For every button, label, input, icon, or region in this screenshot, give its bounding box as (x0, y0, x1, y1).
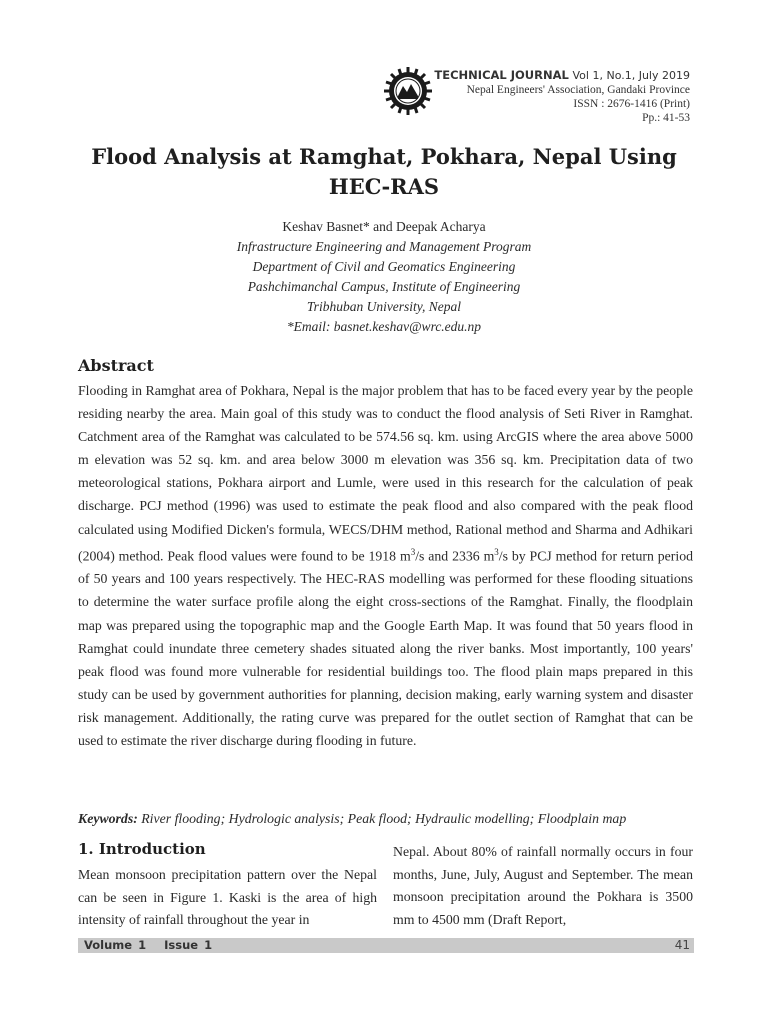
page-range: Pp.: 41-53 (642, 112, 690, 124)
abstract-body (78, 379, 693, 752)
keywords-label: Keywords: (78, 811, 138, 826)
keywords-line (78, 811, 693, 827)
unit-exponent: 3 (494, 546, 499, 557)
paper-title: Flood Analysis at Ramghat, Pokhara, Nepal Using HEC-RAS (91, 144, 677, 199)
keywords-text: River flooding; Hydrologic analysis; Peak flood; Hydraulic modelling; Floodplain map (141, 811, 627, 826)
footer-issue: Issue 1 (164, 938, 213, 952)
abstract-heading: Abstract (78, 356, 154, 375)
unit-exponent: 3 (410, 546, 416, 557)
journal-title-line (434, 68, 690, 83)
author-email: *Email: basnet.keshav@wrc.edu.np (286, 319, 482, 334)
journal-header (434, 68, 690, 125)
introduction-heading: 1. Introduction (78, 840, 206, 858)
introduction-left-column: Mean monsoon precipitation pattern over the Nepal can be seen in Figure 1. Kaski is the area of high intensity of rainfall throughout the year in (78, 867, 377, 927)
nea-gear-logo-icon (383, 66, 433, 116)
page-footer (78, 938, 694, 953)
affiliation-line: Department of Civil and Geomatics Engineering (252, 259, 516, 274)
affiliation-line: Pashchimanchal Campus, Institute of Engineering (247, 279, 521, 294)
footer-volume: Volume 1 (84, 938, 147, 952)
footer-volume-issue (84, 938, 212, 953)
issn: ISSN : 2676-1416 (Print) (573, 98, 690, 110)
abstract-text-3: /s by PCJ method for return period of 50 years and 100 years respectively. The HEC-RAS modelling was performed for these flooding situations to determine the water surface profile along the eight cross-sections of the Ramghat. Finally, the floodplain map was prepared using the topographic map and the Google Earth Map. It was found that 50 years flood in Ramghat could inundate three cemetery shades situated along the river banks. Most importantly, 100 years' peak flood was found more vulnerable for residential buildings too. The flood plain maps prepared in this study can be used by government authorities for planning, decision making, early warning system and disaster risk management. Additionally, the rating curve was prepared for the outlet section of Ramghat that can be used to estimate the river discharge during flooding in future. (78, 548, 693, 748)
issue-info: Vol 1, No.1, July 2019 (572, 69, 690, 82)
affiliation-line: Tribhuban University, Nepal (306, 299, 462, 314)
journal-name: TECHNICAL JOURNAL (434, 68, 569, 82)
association: Nepal Engineers' Association, Gandaki Province (466, 84, 690, 96)
author-block (78, 217, 690, 337)
page-number: 41 (674, 938, 690, 952)
affiliation-line: Infrastructure Engineering and Management Program (236, 239, 532, 254)
abstract-text-1: Flooding in Ramghat area of Pokhara, Nepal is the major problem that has to be faced every year by the people residing nearby the area. Main goal of this study was to conduct the flood analysis of Seti River in Ramghat. Catchment area of the Ramghat was calculated to be 574.56 sq. km. using ArcGIS where the area above 5000 m elevation was 52 sq. km. and area below 3000 m elevation was 356 sq. km. Precipitation data of two meteorological stations, Pokhara airport and Lumle, were used in this research for the calculation of peak discharge. PCJ method (1996) was used to estimate the peak flood and also compared with the peak flood calculated using Modified Dicken's formula, WECS/DHM method, Rational method and Sharma and Adhikari (2004) method. Peak flood values were found to be 1918 m (78, 383, 693, 564)
introduction-right-column: Nepal. About 80% of rainfall normally occurs in four months, June, July, August and September. The mean monsoon precipitation around the Pokhara is 3500 mm to 4500 mm (Draft Report, (393, 844, 693, 927)
author-names: Keshav Basnet* and Deepak Acharya (282, 219, 486, 234)
abstract-text-2: /s and 2336 m (415, 548, 495, 564)
